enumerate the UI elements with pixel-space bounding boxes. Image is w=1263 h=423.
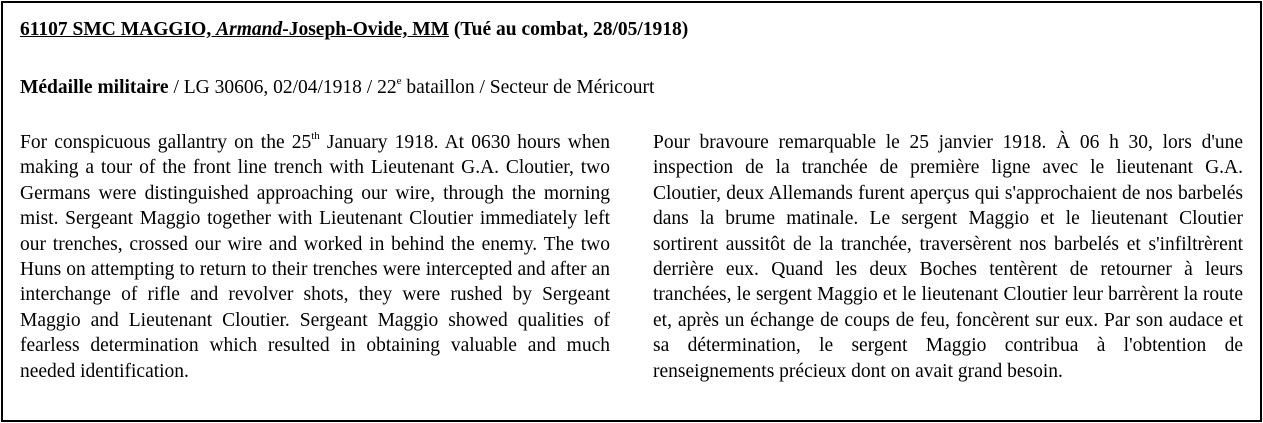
soldier-heading — [20, 19, 688, 41]
citation-english — [20, 130, 610, 384]
ordinal-superscript-th: th — [311, 129, 320, 142]
award-details-b: bataillon / Secteur de Méricourt — [401, 77, 655, 98]
citation-french — [653, 130, 1243, 384]
citation-fr-text: Pour bravoure remarquable le 25 janvier 1918. À 06 h 30, lors d'une inspection de la tranchée de première ligne avec le lieutenant G.A. Cloutier, deux Allemands furent aperçus qui s'approchaient de nos barbelés dans la brume matinale. Le sergent Maggio et le lieutenant Cloutier sortirent aussitôt de la tranchée, traversèrent nos barbelés et s'infiltrèrent derrière eux. Quand les deux Boches tentèrent de retourner à leurs tranchées, le sergent Maggio et le lieutenant Cloutier leur barrèrent la route et, après un échange de coups de feu, foncèrent sur eux. Par son audace et sa détermination, le sergent Maggio contribua à l'obtention de renseignements précieux dont on avait grand besoin. — [653, 132, 1243, 382]
soldier-name — [20, 19, 449, 40]
given-name-italic: Armand — [216, 19, 283, 40]
ordinal-superscript: e — [396, 74, 402, 87]
id-rank-surname: 61107 SMC MAGGIO, — [20, 19, 217, 40]
citation-en-part1: For conspicuous gallantry on the 25 — [20, 132, 312, 153]
given-name-rest: -Joseph-Ovide, MM — [282, 19, 450, 40]
citation-en-part2: January 1918. At 0630 hours when making a tour of the front line trench with Lieutenant G.A. Cloutier, two Germans were distinguished approaching our wire, through the morning mist. Sergeant Maggio together with Lieutenant Cloutier immediately left our trenches, crossed our wire and worked in behind the enemy. The two Huns on attempting to return to their trenches were intercepted and after an interchange of rifle and revolver shots, they were rushed by Sergeant Maggio and Lieutenant Cloutier. Sergeant Maggio showed qualities of fearless determination which resulted in obtaining valuable and much needed identification. — [20, 132, 610, 382]
citation-card — [1, 1, 1262, 422]
award-line — [20, 74, 655, 99]
award-details-a: / LG 30606, 02/04/1918 / 22 — [168, 77, 397, 98]
status-text: (Tué au combat, 28/05/1918) — [449, 19, 689, 40]
award-name: Médaille militaire — [20, 77, 169, 98]
